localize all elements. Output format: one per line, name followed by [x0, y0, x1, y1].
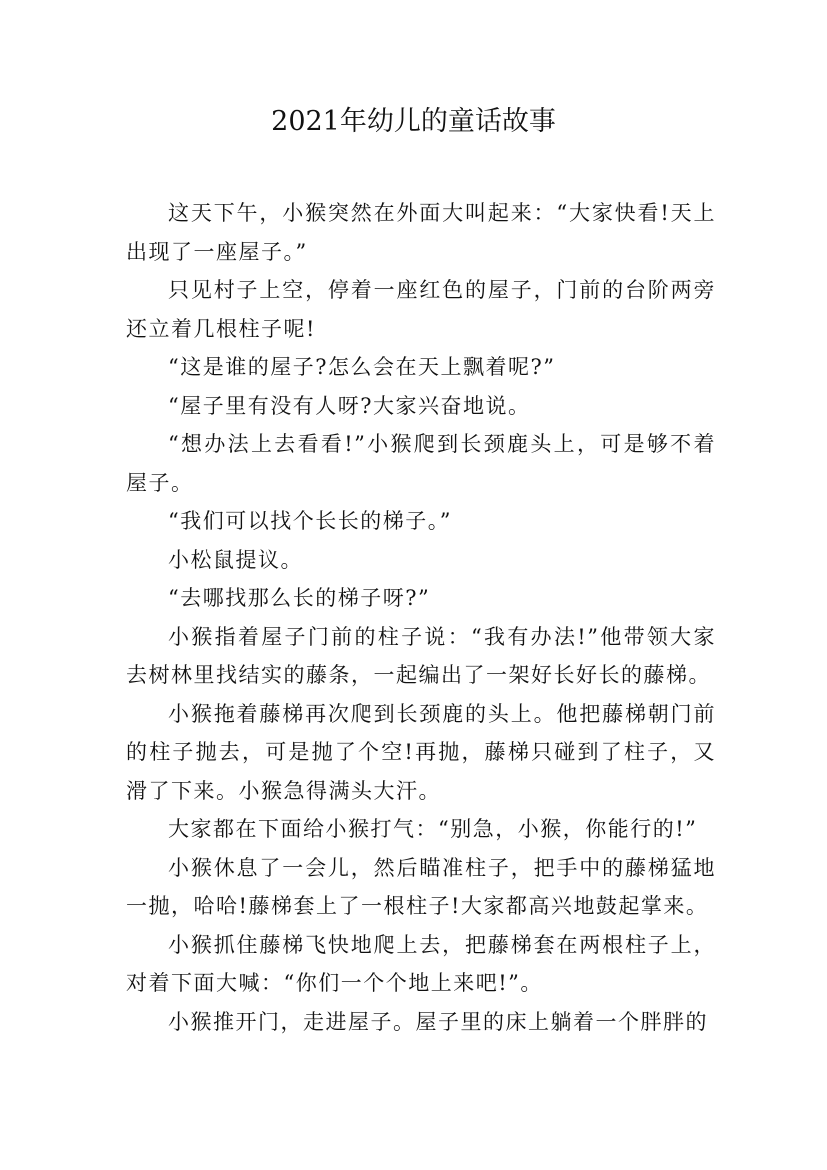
- paragraph: “去哪找那么长的梯子呀?”: [168, 586, 431, 610]
- paragraph: “想办法上去看看!”小猴爬到长颈鹿头上，可是够不着屋子。: [126, 432, 716, 495]
- paragraph: “这是谁的屋子?怎么会在天上飘着呢?”: [168, 355, 556, 379]
- paragraph: 小猴拖着藤梯再次爬到长颈鹿的头上。他把藤梯朝门前的柱子抛去，可是抛了个空!再抛，藤梯只碰到了柱子，又滑了下来。小猴急得满头大汗。: [126, 701, 716, 803]
- paragraph: 小猴指着屋子门前的柱子说：“我有办法!”他带领大家去树林里找结实的藤条，一起编出了一架好长好长的藤梯。: [126, 624, 716, 687]
- paragraph: “屋子里有没有人呀?大家兴奋地说。: [168, 393, 531, 418]
- paragraph: 只见村子上空，停着一座红色的屋子，门前的台阶两旁还立着几根柱子呢!: [126, 278, 716, 341]
- paragraph: “我们可以找个长长的梯子。”: [168, 509, 452, 533]
- paragraph: 大家都在下面给小猴打气：“别急，小猴，你能行的!”: [168, 817, 698, 841]
- paragraph: 这天下午，小猴突然在外面大叫起来：“大家快看!天上出现了一座屋子。”: [126, 201, 716, 264]
- paragraph: 小猴休息了一会儿，然后瞄准柱子，把手中的藤梯猛地一抛，哈哈!藤梯套上了一根柱子!大家都高兴地鼓起掌来。: [126, 855, 716, 918]
- document-title: 2021年幼儿的童话故事: [271, 106, 556, 137]
- paragraph: 小猴抓住藤梯飞快地爬上去，把藤梯套在两根柱子上，对着下面大喊：“你们一个个地上来吧!”。: [126, 932, 716, 995]
- story-body: [126, 194, 716, 1041]
- paragraph: 小松鼠提议。: [168, 547, 303, 572]
- paragraph: 小猴推开门，走进屋子。屋子里的床上躺着一个胖胖的: [168, 1009, 708, 1034]
